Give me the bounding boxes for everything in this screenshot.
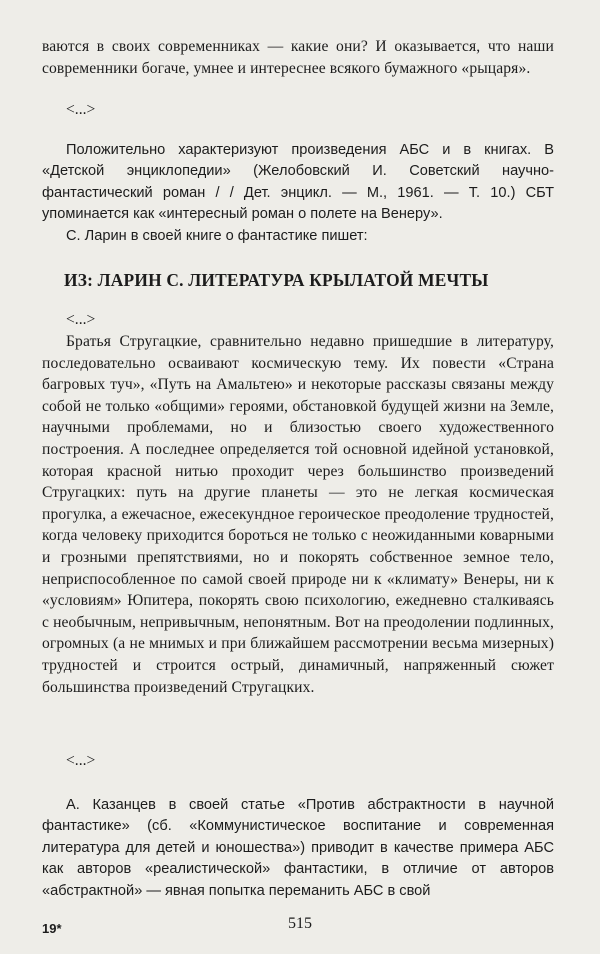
quote-paragraph: Братья Стругацкие, сравнительно недавно пришедшие в литературу, последовательно осваивают космическую тему. Их повести «Страна багровых туч», «Путь на Амальтею» и некоторые рассказы связаны между собой не только «общими» героями, обстановкой будущей жизни на Земле, научными проблемами, но и близостью своего художественного построения. А последнее определяется той основной идейной установкой, которая красной нитью проходит через большинство произведений Стругацких: путь на другие планеты — это не легкая космическая прогулка, а ежечасное, ежесекундное героическое преодоление трудностей, когда человеку приходится бороться не только с неожиданными коварными и грозными препятствиями, но и покорять собственное земное тело, неприспособленное по самой своей природе ни к «климату» Венеры, ни к «условиям» Юпитера, покорять свою психологию, ежедневно сталкиваясь с необычным, непривычным, непонятным. Вот на преодолении подлинных, огромных (а не мнимых и при ближайшем рассмотрении весьма мизерных) трудностей и строится острый, динамичный, напряженный сюжет большинства произведений Стругацких. (42, 333, 554, 696)
intro-paragraph: ваются в своих современниках — какие они? И оказывается, что наши современники богаче, умнее и интереснее всякого бумажного «рыцаря». (42, 38, 554, 77)
page-number: 515 (288, 915, 312, 932)
section-heading: ИЗ: ЛАРИН С. ЛИТЕРАТУРА КРЫЛАТОЙ МЕЧТЫ (64, 270, 489, 290)
ellipsis-marker: <...> (66, 101, 96, 118)
paragraph-larin-intro: С. Ларин в своей книге о фантастике пишет: (66, 228, 368, 244)
paragraph-kazantsev: А. Казанцев в своей статье «Против абстрактности в научной фантастике» (сб. «Коммунистическое воспитание и современная литература для детей и юношества») приводит в качестве примера АБС как авторов «реалистической» фантастики, в отличие от авторов «абстрактной» — явная попытка переманить АБС в свой (42, 797, 554, 899)
signature-mark: 19* (42, 921, 62, 936)
paragraph-abs: Положительно характеризуют произведения АБС и в книгах. В «Детской энциклопедии» (Желобовский И. Советский научно-фантастический роман / / Дет. энцикл. — М., 1961. — Т. 10.) СБТ упоминается как «интересный роман о полете на Венеру». (42, 142, 554, 223)
ellipsis-marker: <...> (66, 752, 96, 769)
ellipsis-marker: <...> (66, 311, 96, 328)
